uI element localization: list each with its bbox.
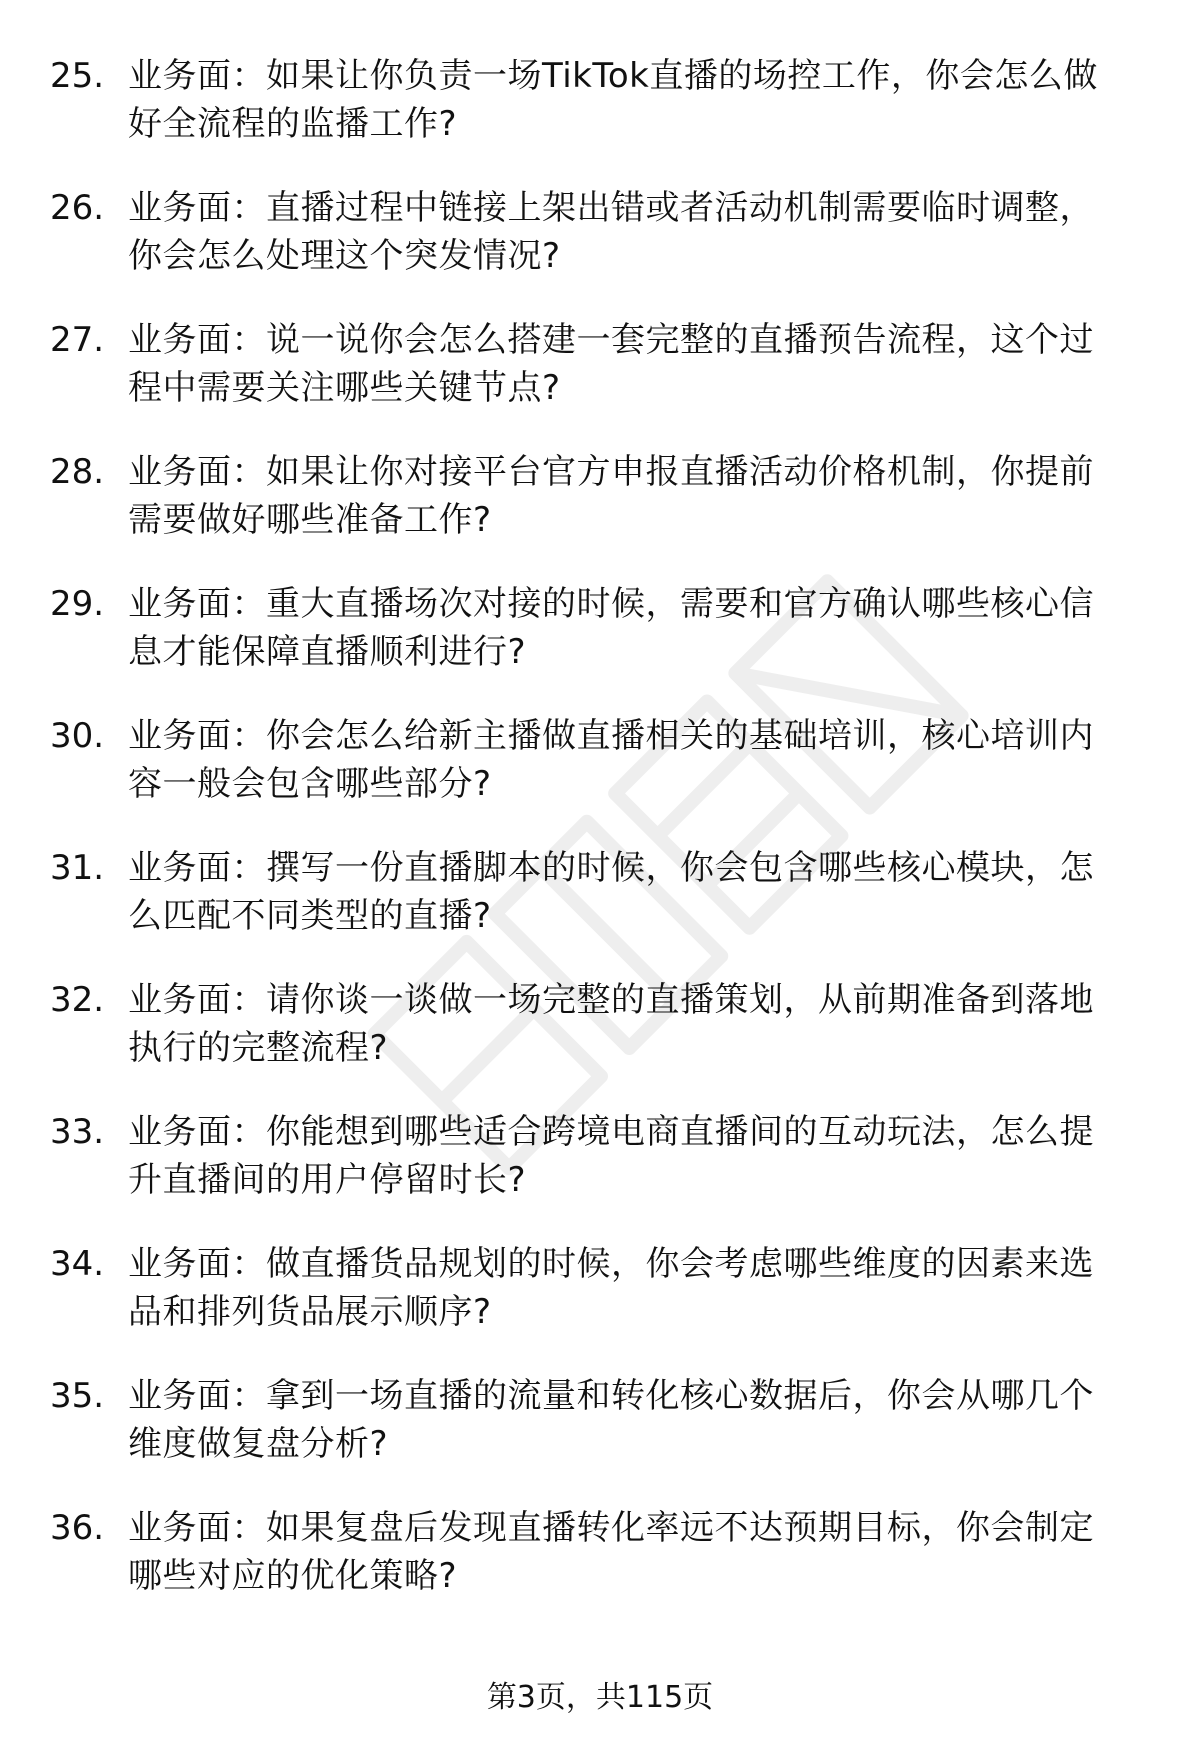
question-line: 需要做好哪些准备工作? — [128, 500, 492, 540]
question-text — [128, 1108, 1138, 1204]
question-line: 业务面：请你谈一谈做一场完整的直播策划，从前期准备到落地 — [128, 980, 1094, 1020]
question-line: 执行的完整流程? — [128, 1028, 389, 1068]
page-indicator: 第3页，共115页 — [486, 1680, 714, 1715]
question-line: 业务面：你能想到哪些适合跨境电商直播间的互动玩法，怎么提 — [128, 1112, 1094, 1152]
question-item — [0, 1372, 1200, 1504]
question-list — [0, 52, 1200, 1636]
question-number: 32. — [50, 980, 105, 1020]
question-number: 31. — [50, 848, 105, 888]
question-text — [128, 580, 1138, 676]
question-text — [128, 52, 1138, 148]
question-text — [128, 712, 1138, 808]
question-item — [0, 184, 1200, 316]
question-line: 业务面：如果让你对接平台官方申报直播活动价格机制，你提前 — [128, 452, 1094, 492]
question-item — [0, 1504, 1200, 1636]
question-text — [128, 844, 1138, 940]
question-number: 30. — [50, 716, 105, 756]
question-line: 哪些对应的优化策略? — [128, 1556, 458, 1596]
question-text — [128, 184, 1138, 280]
question-line: 业务面：说一说你会怎么搭建一套完整的直播预告流程，这个过 — [128, 320, 1094, 360]
question-number: 33. — [50, 1112, 105, 1152]
question-text — [128, 1372, 1138, 1468]
question-text — [128, 1504, 1138, 1600]
question-text — [128, 448, 1138, 544]
question-line: 么匹配不同类型的直播? — [128, 896, 492, 936]
question-number: 29. — [50, 584, 105, 624]
question-line: 业务面：如果让你负责一场TikTok直播的场控工作，你会怎么做 — [128, 56, 1098, 96]
question-line: 业务面：做直播货品规划的时候，你会考虑哪些维度的因素来选 — [128, 1244, 1094, 1284]
question-line: 业务面：拿到一场直播的流量和转化核心数据后，你会从哪几个 — [128, 1376, 1094, 1416]
question-text — [128, 976, 1138, 1072]
question-number: 26. — [50, 188, 105, 228]
question-line: 业务面：你会怎么给新主播做直播相关的基础培训，核心培训内 — [128, 716, 1094, 756]
question-text — [128, 1240, 1138, 1336]
question-line: 好全流程的监播工作? — [128, 104, 458, 144]
question-number: 36. — [50, 1508, 105, 1548]
question-item — [0, 844, 1200, 976]
question-line: 容一般会包含哪些部分? — [128, 764, 492, 804]
question-item — [0, 1108, 1200, 1240]
question-number: 28. — [50, 452, 105, 492]
question-line: 业务面：重大直播场次对接的时候，需要和官方确认哪些核心信 — [128, 584, 1094, 624]
question-line: 业务面：撰写一份直播脚本的时候，你会包含哪些核心模块，怎 — [128, 848, 1094, 888]
question-item — [0, 580, 1200, 712]
question-number: 34. — [50, 1244, 105, 1284]
question-line: 业务面：直播过程中链接上架出错或者活动机制需要临时调整， — [128, 188, 1094, 228]
question-text — [128, 316, 1138, 412]
question-line: 息才能保障直播顺利进行? — [128, 632, 527, 672]
question-number: 25. — [50, 56, 105, 96]
question-item — [0, 976, 1200, 1108]
question-line: 品和排列货品展示顺序? — [128, 1292, 492, 1332]
question-item — [0, 316, 1200, 448]
question-item — [0, 52, 1200, 184]
question-number: 35. — [50, 1376, 105, 1416]
question-line: 业务面：如果复盘后发现直播转化率远不达预期目标，你会制定 — [128, 1508, 1094, 1548]
question-item — [0, 1240, 1200, 1372]
question-line: 程中需要关注哪些关键节点? — [128, 368, 561, 408]
question-line: 升直播间的用户停留时长? — [128, 1160, 527, 1200]
question-line: 你会怎么处理这个突发情况? — [128, 236, 561, 276]
question-item — [0, 712, 1200, 844]
question-line: 维度做复盘分析? — [128, 1424, 389, 1464]
question-item — [0, 448, 1200, 580]
question-number: 27. — [50, 320, 105, 360]
